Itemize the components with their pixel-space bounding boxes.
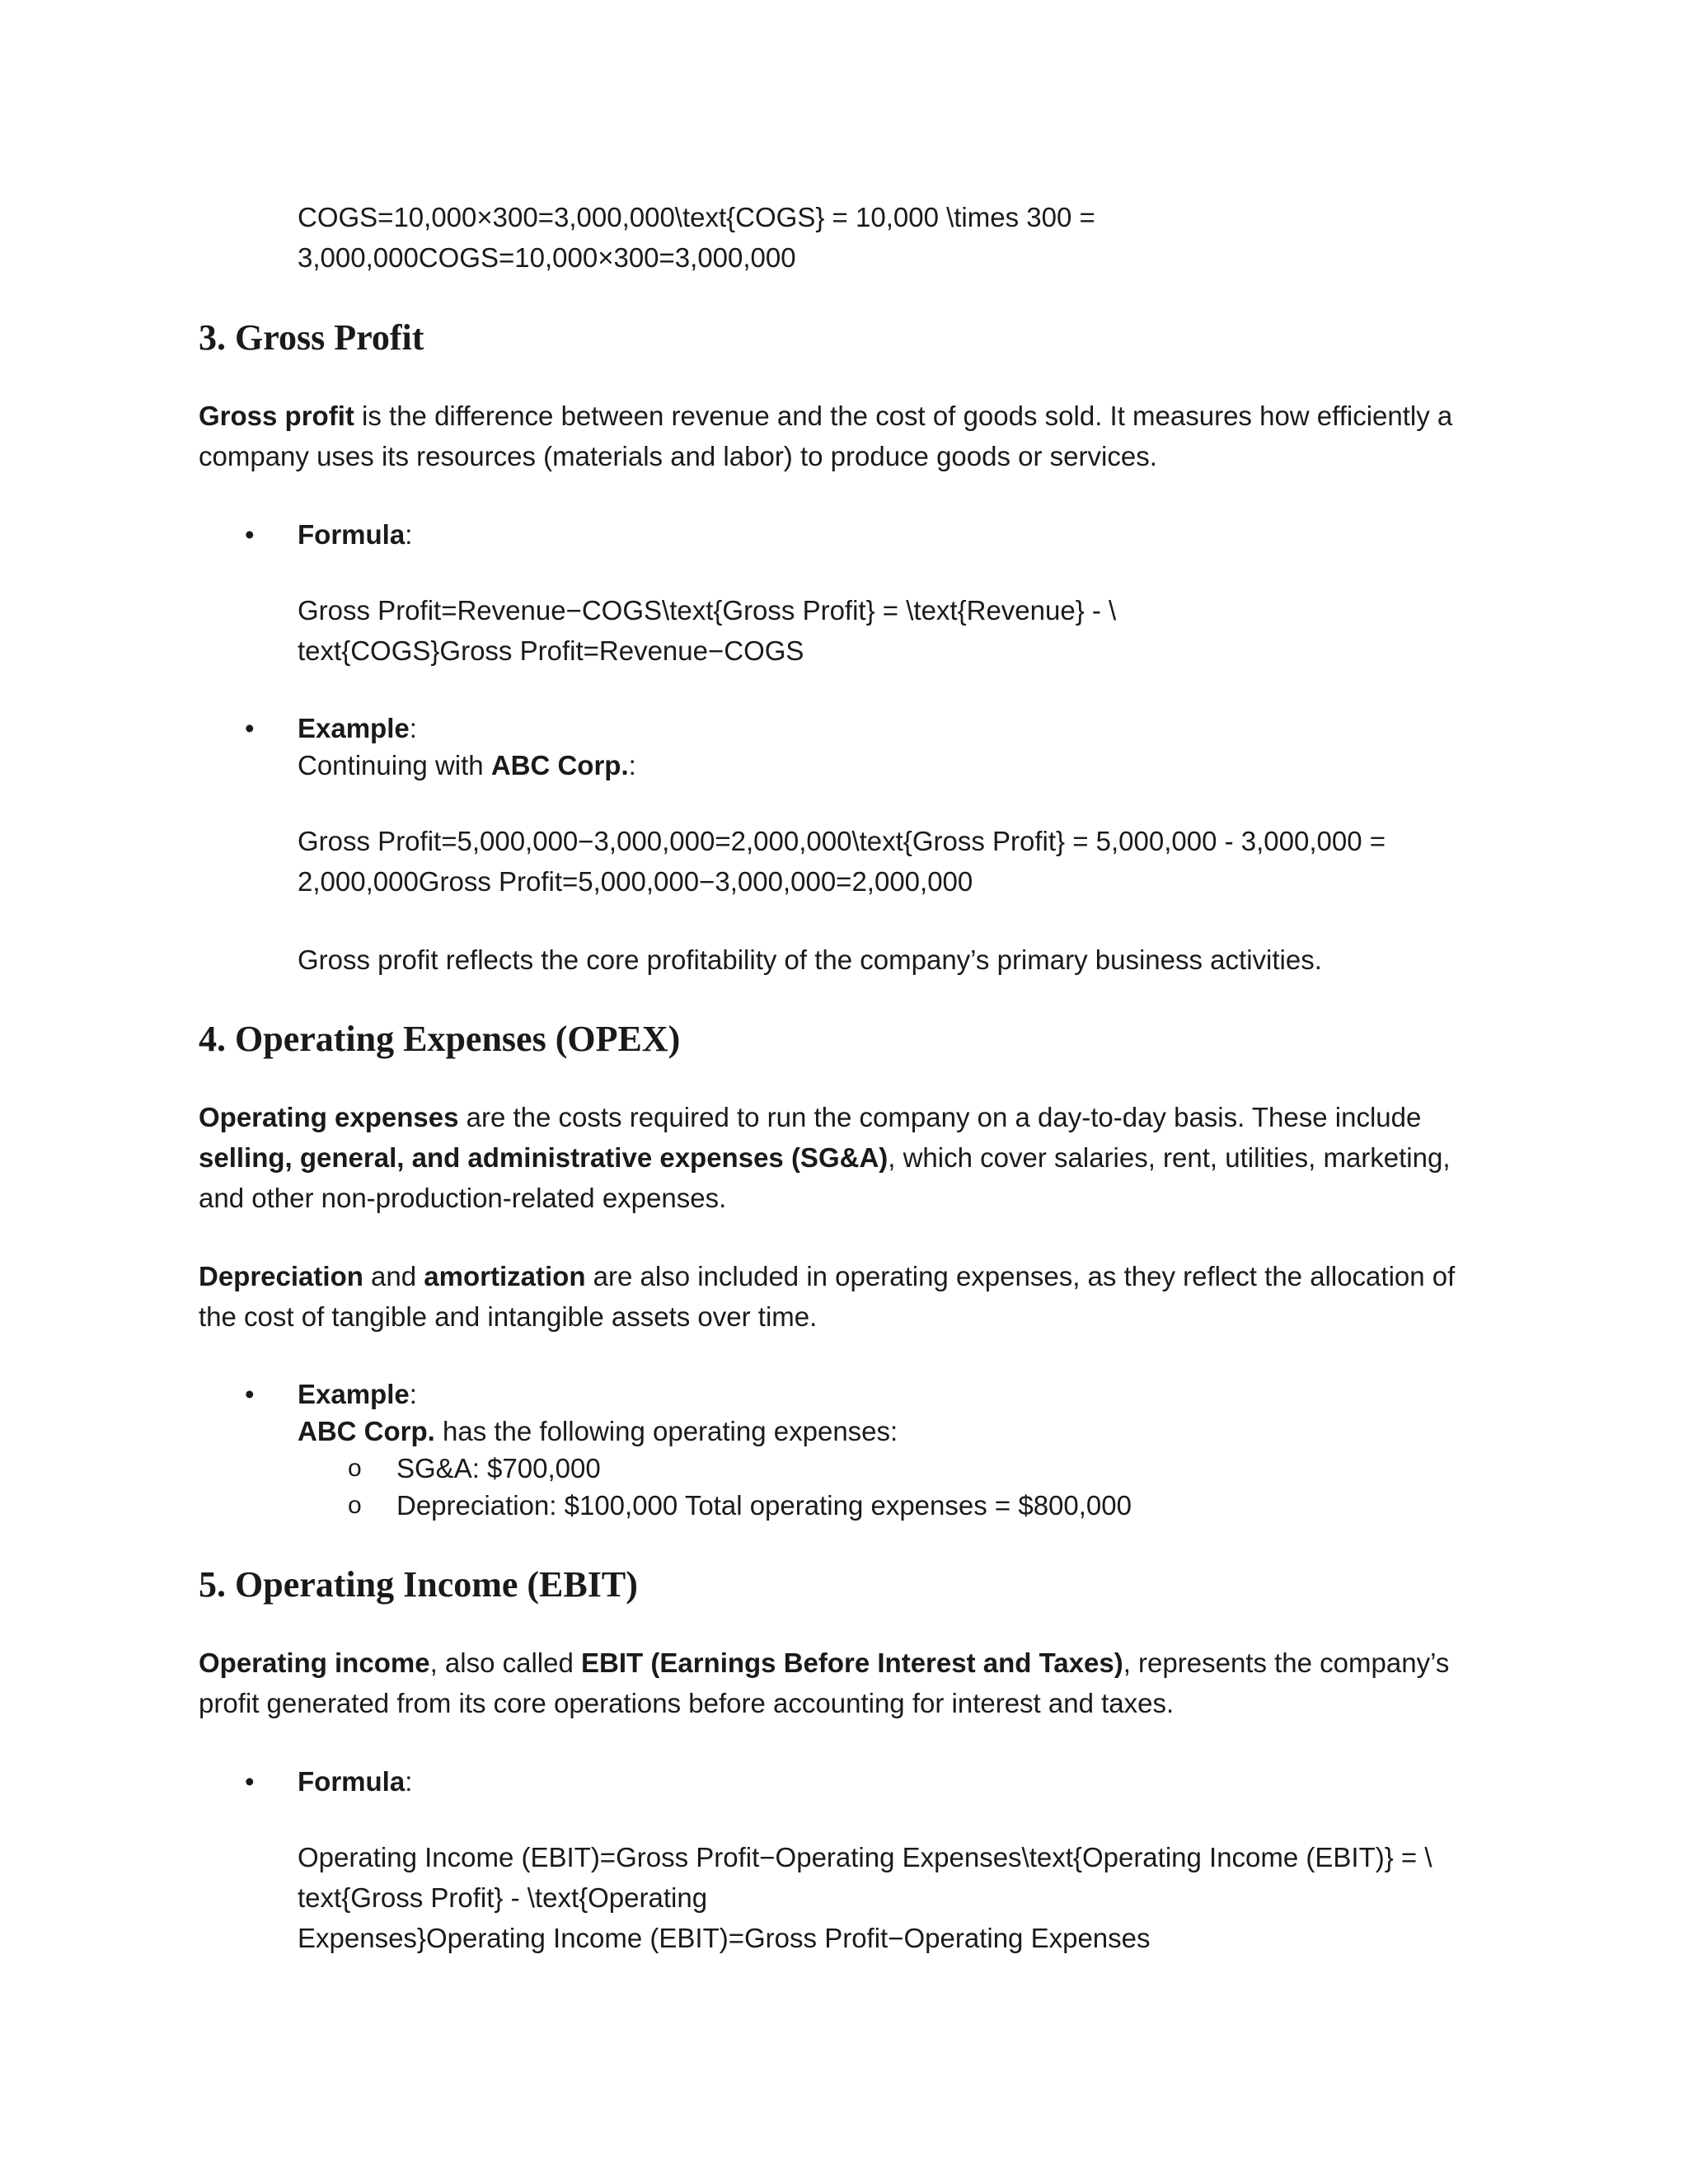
colon: : xyxy=(409,713,417,743)
gross-profit-formula-line-2: text{COGS}Gross Profit=Revenue−COGS xyxy=(298,635,804,666)
opex-para2-line-2: the cost of tangible and intangible assets over time. xyxy=(199,1301,818,1332)
bullet-icon: • xyxy=(245,713,255,743)
colon: : xyxy=(628,750,636,780)
gross-profit-calc-line-1: Gross Profit=5,000,000−3,000,000=2,000,000\text{Gross Profit} = 5,000,000 - 3,000,000 = xyxy=(298,826,1386,856)
intro-text: has the following operating expenses: xyxy=(434,1416,898,1446)
term-operating-income: Operating income xyxy=(199,1647,430,1678)
colon: : xyxy=(405,519,413,550)
example-label-text: Example xyxy=(298,1379,410,1409)
example-label xyxy=(298,708,417,748)
continuing-prefix: Continuing with xyxy=(298,750,491,780)
sub-bullet-icon: o xyxy=(348,1455,362,1482)
section-heading-operating-income: 5. Operating Income (EBIT) xyxy=(199,1564,638,1605)
intro-text: , represents the company’s xyxy=(1123,1647,1450,1678)
term-sga: selling, general, and administrative expenses (SG&A) xyxy=(199,1142,889,1173)
example-label-text: Example xyxy=(298,713,410,743)
company-name: ABC Corp. xyxy=(298,1416,435,1446)
term-ebit: EBIT (Earnings Before Interest and Taxes) xyxy=(581,1647,1123,1678)
colon: : xyxy=(405,1766,413,1797)
ebit-formula-line-3: Expenses}Operating Income (EBIT)=Gross Profit−Operating Expenses xyxy=(298,1923,1151,1953)
gross-profit-calc-line-2: 2,000,000Gross Profit=5,000,000−3,000,000=2,000,000 xyxy=(298,866,973,897)
para-text: , which cover salaries, rent, utilities, marketing, xyxy=(888,1142,1451,1173)
continuing-line xyxy=(298,745,636,785)
gross-profit-intro-line-1 xyxy=(199,396,1452,436)
ebit-intro-line-2: profit generated from its core operations before accounting for interest and taxes. xyxy=(199,1688,1175,1718)
intro-text: , also called xyxy=(429,1647,581,1678)
sub-bullet-icon: o xyxy=(348,1492,362,1519)
ebit-formula-line-2: text{Gross Profit} - \text{Operating xyxy=(298,1882,708,1913)
formula-label-text: Formula xyxy=(298,519,406,550)
ebit-intro-line-1 xyxy=(199,1643,1449,1683)
para-text: are the costs required to run the company on a day-to-day basis. These include xyxy=(458,1102,1422,1132)
ebit-formula-line-1: Operating Income (EBIT)=Gross Profit−Operating Expenses\text{Operating Income (EBIT)} = \ xyxy=(298,1842,1432,1872)
section-heading-operating-expenses: 4. Operating Expenses (OPEX) xyxy=(199,1019,681,1059)
section-heading-gross-profit: 3. Gross Profit xyxy=(199,317,424,358)
term-amortization: amortization xyxy=(424,1261,586,1291)
bullet-icon: • xyxy=(245,519,255,550)
para-text: and xyxy=(363,1261,424,1291)
example-label xyxy=(298,1374,417,1414)
intro-text: is the difference between revenue and the cost of goods sold. It measures how efficiently a xyxy=(354,401,1453,431)
para-text: are also included in operating expenses, as they reflect the allocation of xyxy=(585,1261,1456,1291)
list-item: SG&A: $700,000 xyxy=(396,1453,601,1483)
gross-profit-note: Gross profit reflects the core profitability of the company’s primary business activities. xyxy=(298,944,1322,975)
cogs-formula-line-1: COGS=10,000×300=3,000,000\text{COGS} = 10,000 \times 300 = xyxy=(298,202,1095,232)
opex-para1-line-1 xyxy=(199,1097,1421,1137)
colon: : xyxy=(409,1379,417,1409)
list-item: Depreciation: $100,000 Total operating expenses = $800,000 xyxy=(396,1490,1132,1521)
term-operating-expenses: Operating expenses xyxy=(199,1102,459,1132)
gross-profit-intro-line-2: company uses its resources (materials and labor) to produce goods or services. xyxy=(199,441,1157,471)
opex-para2-line-1 xyxy=(199,1256,1455,1296)
company-name: ABC Corp. xyxy=(490,750,629,780)
formula-label xyxy=(298,1761,412,1802)
opex-example-intro xyxy=(298,1411,898,1451)
opex-para1-line-3: and other non-production-related expenses. xyxy=(199,1183,727,1213)
opex-para1-line-2 xyxy=(199,1137,1451,1178)
cogs-formula-line-2: 3,000,000COGS=10,000×300=3,000,000 xyxy=(298,242,796,273)
gross-profit-formula-line-1: Gross Profit=Revenue−COGS\text{Gross Profit} = \text{Revenue} - \ xyxy=(298,595,1117,626)
bullet-icon: • xyxy=(245,1766,255,1797)
term-depreciation: Depreciation xyxy=(199,1261,363,1291)
formula-label-text: Formula xyxy=(298,1766,406,1797)
bullet-icon: • xyxy=(245,1379,255,1409)
term-gross-profit: Gross profit xyxy=(199,401,354,431)
formula-label xyxy=(298,514,412,555)
